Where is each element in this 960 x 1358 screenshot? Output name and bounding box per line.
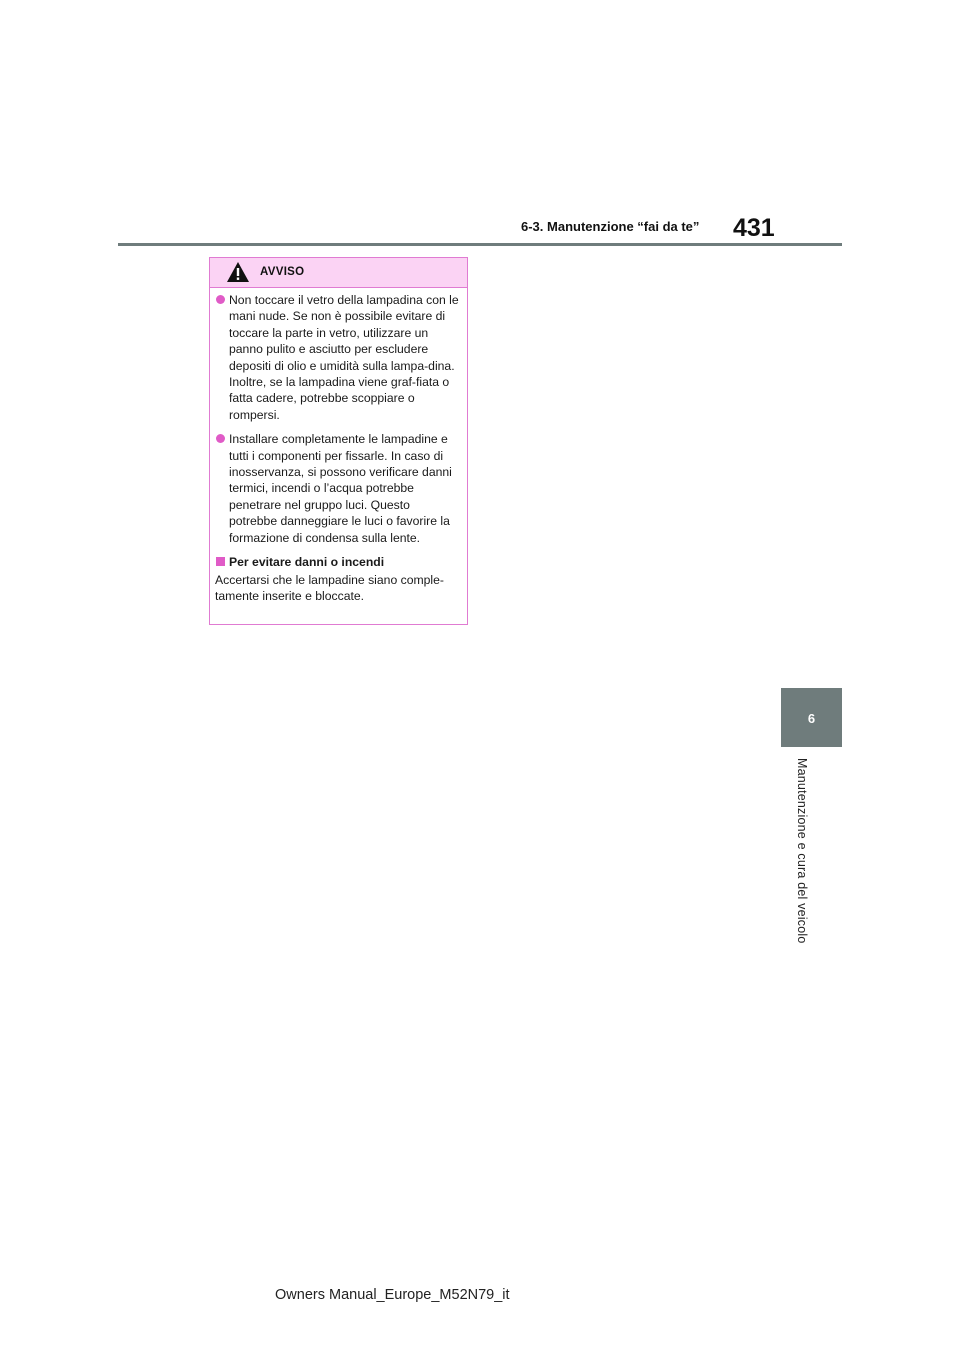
chapter-title: Manutenzione e cura del veicolo xyxy=(795,758,809,944)
warning-item-text: Installare completamente le lampadine e tutti i componenti per fissarle. In caso di inosservanza, si possono verificare danni termici, incendi o l’acqua potrebbe penetrare nel gruppo luci. Questo potrebbe danneggiare le luci o favorire la formazione di condensa sulla lente. xyxy=(229,432,452,545)
header-rule xyxy=(118,243,842,246)
warning-triangle-icon xyxy=(226,261,250,283)
warning-item-text: Non toccare il vetro della lampadina con le mani nude. Se non è possibile evitare di toccare la parte in vetro, utilizzare un panno pulito e asciutto per escludere depositi di olio e umidità sulla lampa-dina. Inoltre, se la lampadina viene graf-fiata o fatta cadere, potrebbe scoppiare o rompersi. xyxy=(229,293,459,422)
circle-bullet-icon xyxy=(216,434,225,443)
warning-subtext: Accertarsi che le lampadine siano comple-tamente inserite e bloccate. xyxy=(215,572,444,603)
chapter-tab xyxy=(781,688,842,747)
warning-item xyxy=(215,292,461,423)
warning-subheading xyxy=(215,554,461,570)
warning-item xyxy=(215,431,461,546)
section-header: 6-3. Manutenzione “fai da te” xyxy=(521,219,700,234)
circle-bullet-icon xyxy=(216,295,225,304)
footer-text: Owners Manual_Europe_M52N79_it xyxy=(275,1287,510,1303)
chapter-number: 6 xyxy=(807,711,816,726)
warning-body xyxy=(210,288,467,604)
warning-box xyxy=(209,257,468,625)
warning-header xyxy=(210,258,467,288)
page-number: 431 xyxy=(733,214,775,242)
square-bullet-icon xyxy=(216,557,225,566)
warning-title: AVVISO xyxy=(260,266,305,278)
warning-subheading-text: Per evitare danni o incendi xyxy=(229,555,385,570)
